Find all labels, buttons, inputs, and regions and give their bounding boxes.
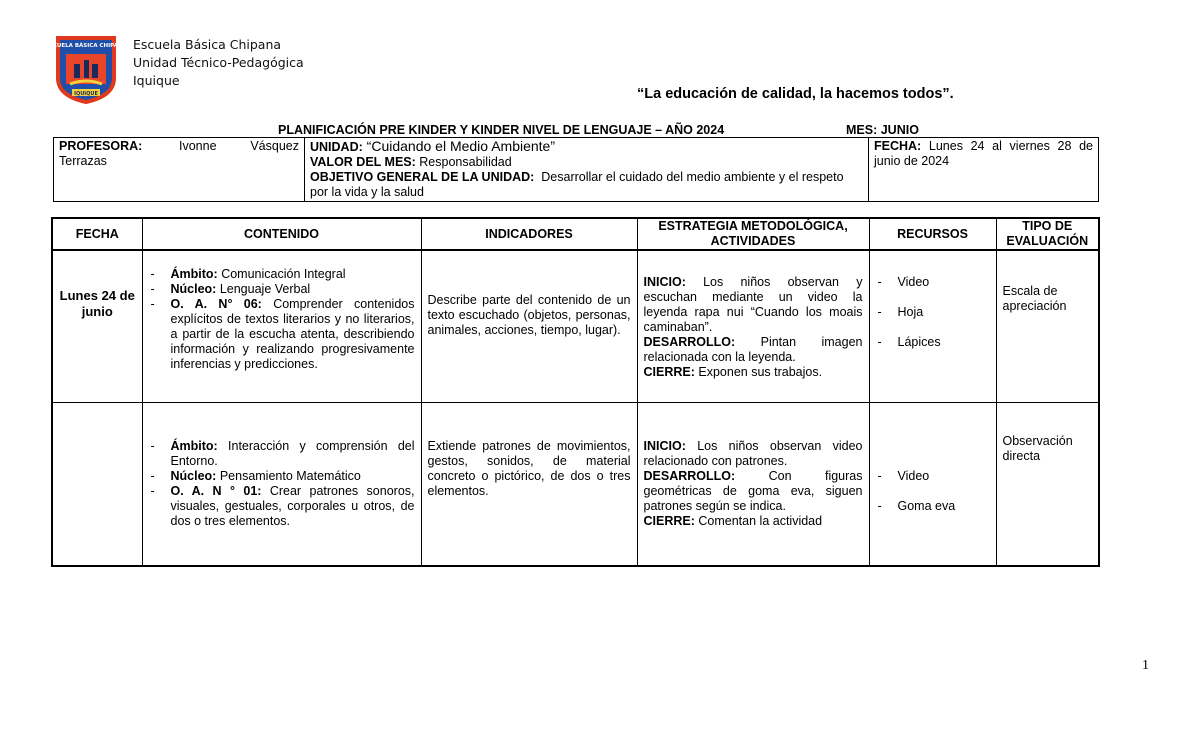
fecha-cell [869, 138, 1099, 202]
row-date [52, 402, 142, 566]
objetivo-label: OBJETIVO GENERAL DE LA UNIDAD: [310, 170, 535, 184]
school-name: Escuela Básica Chipana [133, 37, 282, 52]
table-row [52, 250, 1099, 402]
row-recursos [869, 250, 996, 402]
svg-text:ESCUELA BÁSICA CHIPANA: ESCUELA BÁSICA CHIPANA [45, 43, 127, 49]
page-number: 1 [1142, 658, 1149, 673]
recurso-item: - Video [876, 469, 990, 484]
row-recursos [869, 402, 996, 566]
recurso-item: - Lápices [876, 335, 990, 350]
fecha-value: Lunes 24 al viernes 28 de junio de 2024 [874, 139, 1093, 168]
header-indicadores: INDICADORES [421, 218, 637, 250]
row-contenido [142, 250, 421, 402]
row-indicador: Describe parte del contenido de un texto escuchado (objetos, personas, animales, acciones, tiempo, lugar). [421, 250, 637, 402]
recurso-item: - Goma eva [876, 499, 990, 514]
header-fecha: FECHA [52, 218, 142, 250]
contenido-item: - O. A. N ° 01: Crear patrones sonoros, visuales, gestuales, corporales u otros, de dos o tres elementos. [149, 484, 415, 529]
table-header-row [52, 218, 1099, 250]
plan-month: MES: JUNIO [846, 123, 919, 137]
fecha-label: FECHA: [874, 139, 922, 153]
profesora-label: PROFESORA: [59, 139, 143, 153]
table-row [52, 402, 1099, 566]
row-estrategia: INICIO: Los niños observan video relacionado con patrones. DESARROLLO: Con figuras geométricas de goma eva, siguen patrones según se indica. CIERRE: Comentan la actividad [637, 402, 869, 566]
info-table [53, 137, 1099, 202]
header-estrategia: ESTRATEGIA METODOLÓGICA, ACTIVIDADES [637, 218, 869, 250]
header-evaluacion: TIPO DE EVALUACIÓN [996, 218, 1099, 250]
header-contenido: CONTENIDO [142, 218, 421, 250]
valor-label: VALOR DEL MES: [310, 155, 416, 169]
objetivo-value: Desarrollar el cuidado del medio ambiente y el respeto por la vida y la salud [310, 170, 844, 199]
contenido-item: - Ámbito: Comunicación Integral [149, 267, 415, 282]
contenido-item: - Núcleo: Pensamiento Matemático [149, 469, 415, 484]
contenido-item: - Ámbito: Interacción y comprensión del Entorno. [149, 439, 415, 469]
svg-text:IQUIQUE: IQUIQUE [74, 91, 98, 97]
profesora-last-name-2: Terrazas [59, 154, 107, 168]
row-date: Lunes 24 de junio [52, 250, 142, 402]
plan-title: PLANIFICACIÓN PRE KINDER Y KINDER NIVEL DE LENGUAJE – AÑO 2024 [278, 123, 725, 137]
row-indicador: Extiende patrones de movimientos, gestos, sonidos, de material concreto o pictórico, de dos o tres elementos. [421, 402, 637, 566]
school-header-lines [133, 36, 304, 90]
contenido-item: - O. A. N° 06: Comprender contenidos explícitos de textos literarios y no literarios, a partir de la escucha atenta, describiendo información y realizando progresivamente inferencias y predicciones. [149, 297, 415, 372]
row-contenido [142, 402, 421, 566]
valor-value: Responsabilidad [419, 155, 512, 169]
planning-table [51, 217, 1100, 567]
contenido-item: - Núcleo: Lenguaje Verbal [149, 282, 415, 297]
row-evaluacion: Escala de apreciación [996, 250, 1099, 402]
row-estrategia: INICIO: Los niños observan y escuchan mediante un video la leyenda rapa nui “Cuando los moais caminaban”. DESARROLLO: Pintan imagen relacionada con la leyenda. CIERRE: Exponen sus trabajos. [637, 250, 869, 402]
recurso-item: - Hoja [876, 305, 990, 320]
row-evaluacion: Observación directa [996, 402, 1099, 566]
school-city: Iquique [133, 73, 180, 88]
profesora-last-name-1: Vásquez [250, 139, 299, 153]
unidad-cell [305, 138, 869, 202]
unidad-value: “Cuidando el Medio Ambiente” [366, 138, 556, 154]
header-recursos: RECURSOS [869, 218, 996, 250]
school-motto: “La educación de calidad, la hacemos todos”. [637, 86, 954, 102]
unidad-label: UNIDAD: [310, 140, 363, 154]
school-unit: Unidad Técnico-Pedagógica [133, 55, 304, 70]
profesora-cell [54, 138, 305, 202]
school-crest-logo [45, 34, 127, 104]
recurso-item: - Video [876, 275, 990, 290]
profesora-first-name: Ivonne [179, 139, 217, 153]
